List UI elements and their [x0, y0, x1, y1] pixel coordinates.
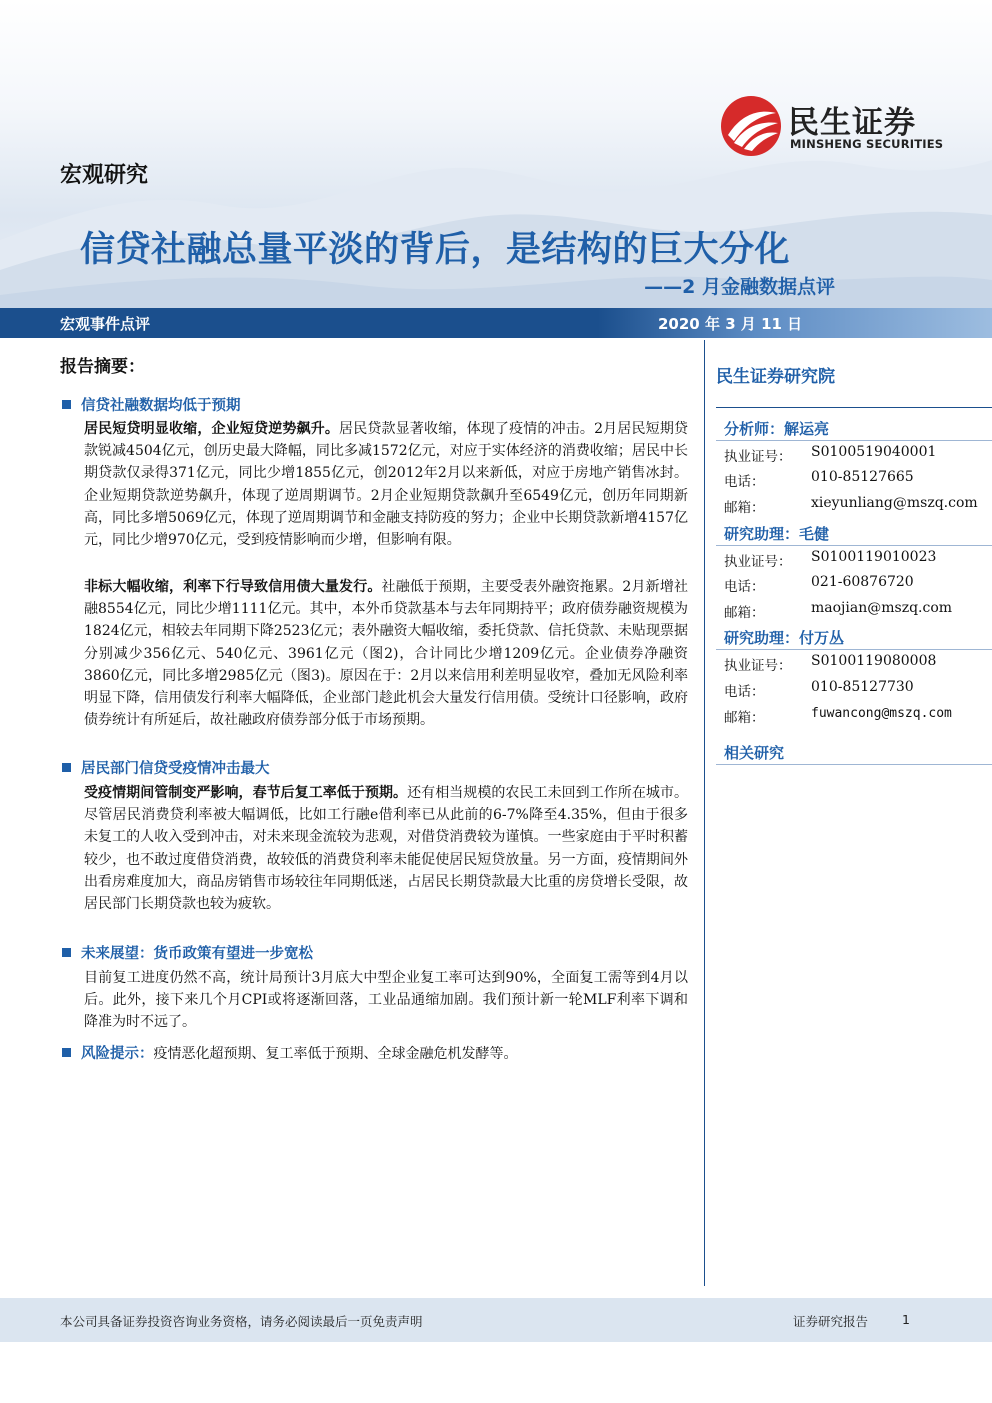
phone-label: 电话：	[724, 684, 765, 700]
footer-disclaimer: 本公司具备证券投资咨询业务资格，请务必阅读最后一页免责声明	[60, 1314, 423, 1329]
email-link[interactable]: fuwancong@mszq.com	[811, 706, 952, 721]
analyst-role-0: 分析师：解运亮	[724, 420, 830, 438]
report-date: 2020 年 3 月 11 日	[658, 315, 803, 333]
divider	[716, 407, 992, 408]
paragraph-epidemic-impact	[84, 782, 688, 915]
page-number: 1	[902, 1312, 910, 1327]
license-label: 执业证号：	[724, 449, 792, 465]
email-label: 邮箱：	[724, 500, 765, 516]
license-value: S0100519040001	[811, 444, 937, 460]
bullet-square-icon	[62, 1048, 71, 1057]
bullet-square-icon	[62, 763, 71, 772]
license-label: 执业证号：	[724, 554, 792, 570]
phone-label: 电话：	[724, 579, 765, 595]
email-link[interactable]: xieyunliang@mszq.com	[811, 495, 978, 511]
section-heading-household	[62, 757, 270, 778]
research-institute: 民生证券研究院	[716, 367, 835, 387]
paragraph-body: 居民贷款显著收缩，体现了疫情的冲击。2月居民短期贷款锐减4504亿元，创历史最大降幅，同比多减1572亿元，对应于实体经济的消费收缩；居民中长期贷款仅录得371亿元，同比少增1855亿元，创2012年2月以来新低，对应于房地产销售冰封。企业短期贷款逆势飙升，体现了逆周期调节。2月企业短期贷款飙升至6549亿元，创历年同期新高，同比多增5069亿元，体现了逆周期调节和金融支持防疫的努力；企业中长期贷款新增4157亿元，同比少增970亿元，受到疫情影响而少增，但影响有限。	[84, 421, 689, 549]
summary-title: 报告摘要：	[60, 357, 145, 377]
section-heading-text: 居民部门信贷受疫情冲击最大	[81, 761, 270, 777]
license-value: S0100119080008	[811, 653, 937, 669]
paragraph-body: 社融低于预期，主要受表外融资拖累。2月新增社融8554亿元，同比少增1111亿元。其中，本外币贷款基本与去年同期持平；政府债券融资规模为1824亿元，相较去年同期下降2523亿元；表外融资大幅收缩，委托贷款、信托贷款、未贴现票据分别减少356亿元、540亿元、3961亿元（图2)，合计同比少增1209亿元。企业债券净融资3860亿元，同比多增2985亿元（图3)。原因在于：2月以来信用利差明显收窄，叠加无风险利率明显下降，信用债发行利率大幅降低，企业部门趁此机会大量发行信用债。受统计口径影响，政府债券统计有所延后，故社融政府债券部分低于市场预期。	[84, 579, 688, 729]
related-research-heading: 相关研究	[724, 744, 785, 762]
risk-label: 风险提示：	[81, 1046, 154, 1062]
email-link[interactable]: maojian@mszq.com	[811, 600, 953, 616]
phone-value: 010-85127665	[811, 469, 914, 485]
risk-warning	[62, 1042, 518, 1063]
risk-text: 疫情恶化超预期、复工率低于预期、全球金融危机发酵等。	[153, 1046, 518, 1062]
section-heading-text: 信贷社融数据均低于预期	[81, 398, 241, 414]
divider	[716, 545, 992, 546]
divider	[716, 440, 992, 441]
license-value: S0100119010023	[811, 549, 937, 565]
phone-value: 010-85127730	[811, 679, 914, 695]
email-label: 邮箱：	[724, 605, 765, 621]
email-label: 邮箱：	[724, 710, 765, 726]
section-heading-outlook	[62, 942, 313, 963]
divider	[716, 764, 992, 765]
paragraph-lead: 非标大幅收缩，利率下行导致信用债大量发行。	[84, 579, 382, 595]
paragraph-body: 还有相当规模的农民工未回到工作所在城市。尽管居民消费贷利率被大幅调低，比如工行融e借利率已从此前的6-7%降至4.35%，但由于很多未复工的人收入受到冲击，对未来现金流较为悲观，对借贷消费较为谨慎。一些家庭由于平时积蓄较少，也不敢过度借贷消费，故较低的消费贷利率未能促使居民短贷放量。另一方面，疫情期间外出看房难度加大，商品房销售市场较往年同期低迷，占居民长期贷款最大比重的房贷增长受限，故居民部门长期贷款也较为疲软。	[84, 785, 688, 913]
bullet-square-icon	[62, 948, 71, 957]
paragraph-outlook	[84, 967, 688, 1034]
footer-report-type: 证券研究报告	[793, 1314, 869, 1329]
phone-label: 电话：	[724, 474, 765, 490]
bullet-square-icon	[62, 400, 71, 409]
paragraph-household-loans	[84, 418, 688, 551]
brand-name-en: MINSHENG SECURITIES	[790, 137, 944, 151]
section-heading-text: 未来展望：货币政策有望进一步宽松	[81, 946, 313, 962]
report-category: 宏观研究	[60, 163, 149, 188]
paragraph-nonstandard-financing	[84, 576, 688, 731]
brand-name-cn: 民生证券	[788, 105, 916, 141]
analyst-role-2: 研究助理：付万丛	[724, 629, 845, 647]
analyst-role-1: 研究助理：毛健	[724, 525, 830, 543]
license-label: 执业证号：	[724, 658, 792, 674]
paragraph-body: 目前复工进度仍然不高，统计局预计3月底大中型企业复工率可达到90%，全面复工需等到4月以后。此外，接下来几个月CPI或将逐渐回落，工业品通缩加剧。我们预计新一轮MLF利率下调和降准为时不远了。	[84, 970, 688, 1031]
minsheng-logo-icon	[720, 95, 782, 157]
divider	[716, 649, 992, 650]
report-type-label: 宏观事件点评	[60, 315, 151, 333]
column-divider	[704, 340, 705, 1286]
paragraph-lead: 受疫情期间管制变严影响，春节后复工率低于预期。	[84, 785, 408, 801]
brand-logo	[720, 95, 950, 155]
report-title: 信贷社融总量平淡的背后，是结构的巨大分化	[80, 230, 791, 270]
paragraph-lead: 居民短贷明显收缩，企业短贷逆势飙升。	[84, 421, 340, 437]
report-subtitle: ——2 月金融数据点评	[644, 276, 835, 298]
section-heading-credit	[62, 394, 241, 415]
phone-value: 021-60876720	[811, 574, 914, 590]
